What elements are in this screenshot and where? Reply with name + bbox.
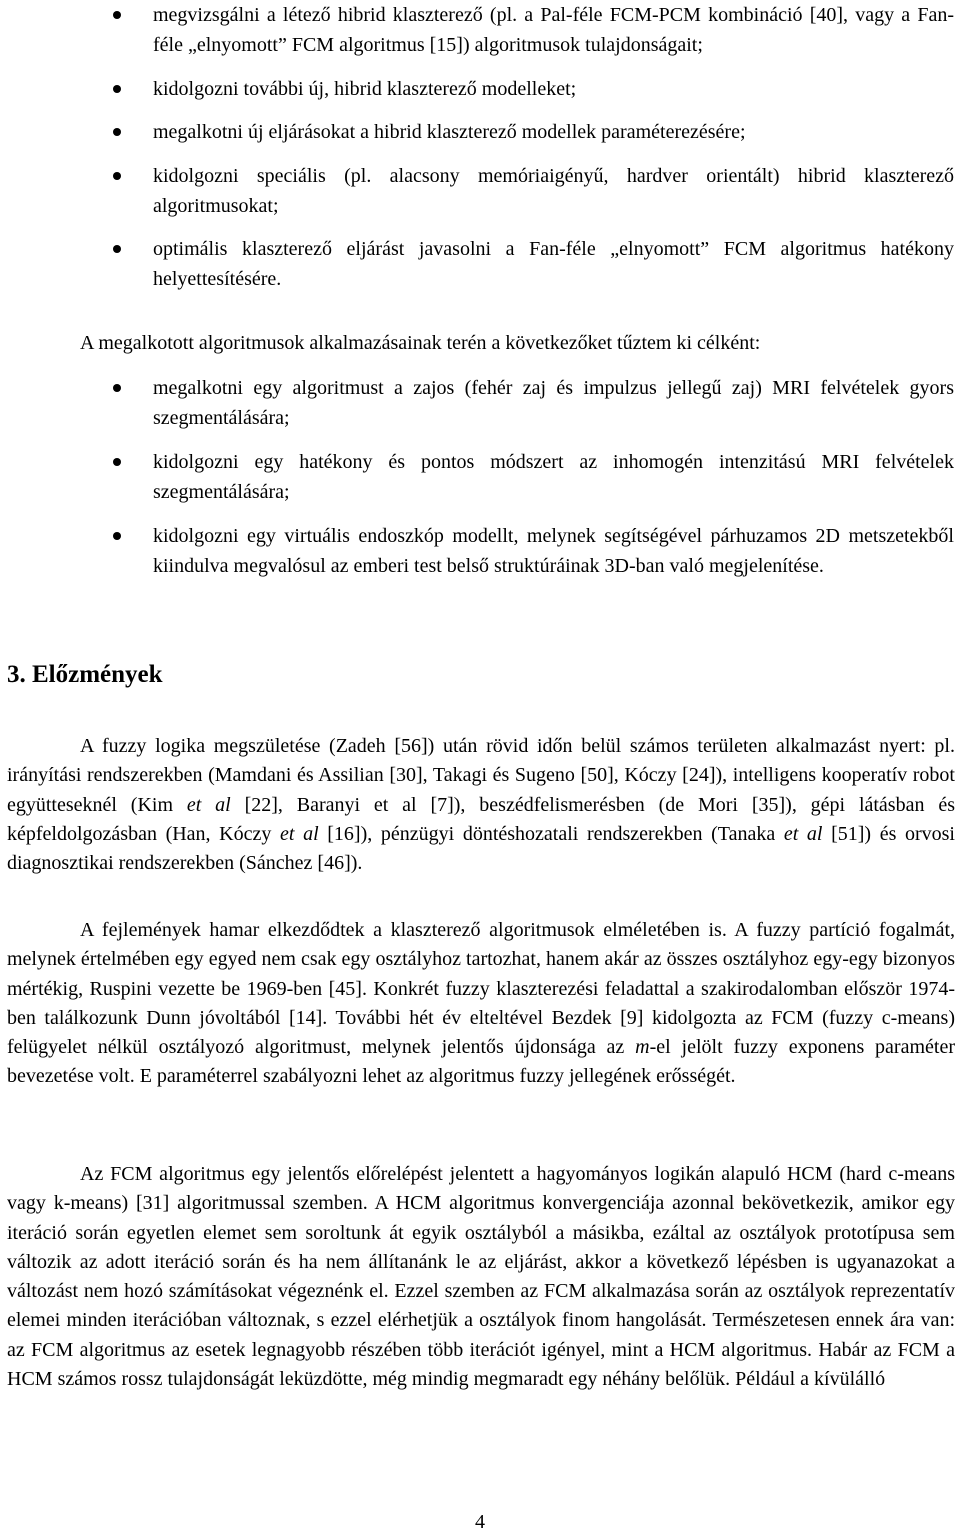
text-run: [22], Baranyi et al [7]), beszédfelismerésben (de Mori [35]), gépi látásban és képfeldolgozásban (Han, Kóczy	[7, 793, 955, 845]
list-item-text: kidolgozni további új, hibrid klaszterező modelleket;	[153, 78, 577, 100]
list-item	[0, 74, 960, 104]
text-run: [51]) és orvosi diagnosztikai rendszerekben (Sánchez [46]).	[7, 822, 955, 875]
bullet-icon	[113, 11, 121, 19]
bullet-icon	[113, 245, 121, 253]
bullet-icon	[113, 458, 121, 466]
list-item	[0, 234, 960, 294]
list-item-text: megvizsgálni a létező hibrid klaszterező (pl. a Pal-féle FCM-PCM kombináció [40], vagy a Fan-féle „elnyomott” FCM algoritmus [15]) algoritmusok tulajdonságait;	[153, 4, 954, 56]
list-item	[0, 117, 960, 147]
text-run: A fuzzy logika megszületése (Zadeh [56]) után rövid időn belül számos területen alkalmazást nyert: pl. irányítási rendszerekben (Mamdani és Assilian [30], Takagi és Sugeno [50], Kóczy [24]), intelligens kooperatív robot együtteseknél (Kim	[7, 735, 955, 816]
italic-text: et al	[186, 793, 231, 816]
list-item-text: optimális klaszterező eljárást javasolni a Fan-féle „elnyomott” FCM algoritmus hatékony helyettesítésére.	[153, 238, 954, 290]
bullet-icon	[113, 85, 121, 93]
list-item-text: kidolgozni speciális (pl. alacsony memóriaigényű, hardver orientált) hibrid klaszterező algoritmusokat;	[153, 165, 954, 217]
section-heading: 3. Előzmények	[7, 661, 163, 688]
page-number: 4	[475, 1511, 485, 1533]
bullet-icon	[113, 532, 121, 540]
paragraph-text	[7, 916, 955, 1092]
objectives-bullet-list	[0, 0, 960, 294]
text-run: A fejlemények hamar elkezdődtek a klaszterező algoritmusok elméletében is. A fuzzy partíció fogalmát, melynek értelmében egy egyed nem csak egy osztályhoz tartozhat, hanem akár az összes osztályhoz egy-egy bizonyos mértékig, Ruspini vezette be 1969-ben [45]. Konkrét fuzzy klaszterezési feladattal a szakirodalomban először 1974-ben találkozunk Dunn jóvoltából [14]. További hét év elteltével Bezdek [9] kidolgozta az FCM (fuzzy c-means) felügyelet nélkül osztályozó algoritmust, melynek jelentős újdonsága az	[7, 919, 955, 1059]
bullet-icon	[113, 384, 121, 392]
text-run: -el jelölt fuzzy exponens paraméter bevezetése volt. E paraméterrel szabályozni lehet az algoritmus fuzzy jellegének erősségét.	[7, 1036, 955, 1088]
applications-bullet-list	[0, 373, 960, 595]
list-item-text: kidolgozni egy virtuális endoszkóp modellt, melynek segítségével párhuzamos 2D metszetekből kiindulva megvalósul az emberi test belső struktúráinak 3D-ban való megjelenítése.	[153, 525, 954, 577]
text-run: [16]), pénzügyi döntéshozatali rendszerekben (Tanaka	[318, 822, 784, 845]
list-item-text: megalkotni egy algoritmust a zajos (fehér zaj és impulzus jellegű zaj) MRI felvételek gyors szegmentálására;	[153, 377, 954, 429]
paragraph-fcm-vs-hcm	[7, 1160, 955, 1394]
list-item	[0, 447, 960, 507]
list-item-text: megalkotni új eljárásokat a hibrid klaszterező modellek paraméterezésére;	[153, 121, 746, 143]
list-item	[0, 0, 960, 60]
bullet-icon	[113, 128, 121, 136]
paragraph-text	[7, 732, 955, 878]
list-item	[0, 373, 960, 433]
bullet-icon	[113, 172, 121, 180]
italic-text: et al	[280, 822, 319, 845]
paragraph-clustering-history	[7, 916, 955, 1092]
list-item	[0, 161, 960, 221]
list-item-text: kidolgozni egy hatékony és pontos módszert az inhomogén intenzitású MRI felvételek szegmentálására;	[153, 451, 954, 503]
italic-text: et al	[783, 822, 823, 845]
paragraph-text: Az FCM algoritmus egy jelentős előrelépést jelentett a hagyományos logikán alapuló HCM (hard c-means vagy k-means) [31] algoritmussal szemben. A HCM algoritmus konvergenciája azonnal bekövetkezik, amikor egy iteráció során egyetlen elemet sem soroltunk át egyik osztályból a másikba, ezáltal az osztályok prototípusa sem változik az adott iteráció során és ha nem állítanánk le az eljárást, akkor a következő lépésben is ugyanazokat a változást nem hozó számításokat végeznénk el. Ezzel szemben az FCM alkalmazása során az osztályok reprezentatív elemei minden iterációban változnak, s ezzel elérhetjük a osztályok finom hangolását. Természetesen ennek ára van: az FCM algoritmus az esetek legnagyobb részében több iterációt igényel, mint a HCM algoritmus. Habár az FCM a HCM számos rossz tulajdonságát leküzdötte, még mindig megmaradt egy néhány belőlük. Például a kívülálló	[7, 1163, 955, 1391]
italic-text: m	[635, 1036, 650, 1059]
applications-lead-text: A megalkotott algoritmusok alkalmazásainak terén a következőket tűztem ki célként:	[80, 332, 761, 354]
paragraph-fuzzy-logic-history	[7, 732, 955, 878]
list-item	[0, 521, 960, 581]
